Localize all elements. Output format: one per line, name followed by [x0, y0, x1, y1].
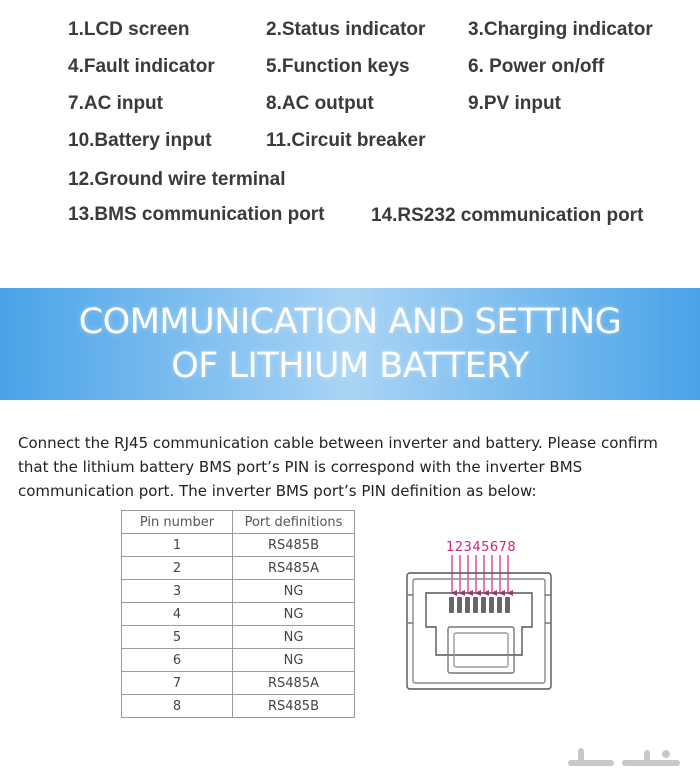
pin-number-cell: 2 — [122, 557, 233, 580]
legend-item-battery-input: 10.Battery input — [68, 130, 212, 151]
table-row — [122, 534, 355, 557]
port-definition-cell: NG — [233, 603, 355, 626]
legend-item-ac-input: 7.AC input — [68, 93, 163, 114]
pin-number-cell: 5 — [122, 626, 233, 649]
legend-item-fault-indicator: 4.Fault indicator — [68, 56, 215, 77]
port-definition-cell: RS485B — [233, 534, 355, 557]
table-row — [122, 603, 355, 626]
legend-item-lcd-screen: 1.LCD screen — [68, 19, 190, 40]
table-row — [122, 672, 355, 695]
legend-item-pv-input: 9.PV input — [468, 93, 561, 114]
banner-title-line-2: OF LITHIUM BATTERY — [171, 346, 529, 386]
pin-number-cell: 6 — [122, 649, 233, 672]
port-definitions-header: Port definitions — [233, 511, 355, 534]
legend-item-circuit-breaker: 11.Circuit breaker — [266, 130, 426, 151]
pin-number-cell: 3 — [122, 580, 233, 603]
banner-title-line-1: COMMUNICATION AND SETTING — [78, 302, 622, 342]
legend-item-bms-port: 13.BMS communication port — [68, 204, 325, 225]
table-row — [122, 649, 355, 672]
haraj-logo-icon — [560, 740, 690, 776]
rj45-pin-labels: 12345678 — [446, 540, 517, 555]
pin-arrows — [452, 555, 508, 593]
port-definition-cell: NG — [233, 580, 355, 603]
legend-item-charging-indicator: 3.Charging indicator — [468, 19, 653, 40]
pin-number-cell: 7 — [122, 672, 233, 695]
legend-item-function-keys: 5.Function keys — [266, 56, 410, 77]
table-row — [122, 580, 355, 603]
connection-instructions: Connect the RJ45 communication cable between inverter and battery. Please confirm that the lithium battery BMS port’s PIN is correspond with the inverter BMS communication port. The inverter BMS port’s PIN definition as below: — [18, 434, 658, 500]
table-row — [122, 695, 355, 718]
pin-number-cell: 8 — [122, 695, 233, 718]
legend-item-ground-wire: 12.Ground wire terminal — [68, 169, 286, 190]
pin-definition-table — [121, 510, 355, 718]
rj45-port-icon — [404, 535, 554, 695]
component-legend — [0, 0, 700, 260]
legend-item-status-indicator: 2.Status indicator — [266, 19, 426, 40]
legend-item-rs232-port: 14.RS232 communication port — [371, 205, 644, 226]
pin-number-cell: 1 — [122, 534, 233, 557]
table-header-row — [122, 511, 355, 534]
port-definition-cell: NG — [233, 626, 355, 649]
legend-item-ac-output: 8.AC output — [266, 93, 374, 114]
table-row — [122, 557, 355, 580]
section-banner — [0, 288, 700, 400]
legend-item-power-on-off: 6. Power on/off — [468, 56, 605, 77]
table-row — [122, 626, 355, 649]
port-definition-cell: RS485B — [233, 695, 355, 718]
port-definition-cell: RS485A — [233, 672, 355, 695]
port-definition-cell: NG — [233, 649, 355, 672]
port-definition-cell: RS485A — [233, 557, 355, 580]
pin-number-cell: 4 — [122, 603, 233, 626]
pin-number-header: Pin number — [122, 511, 233, 534]
